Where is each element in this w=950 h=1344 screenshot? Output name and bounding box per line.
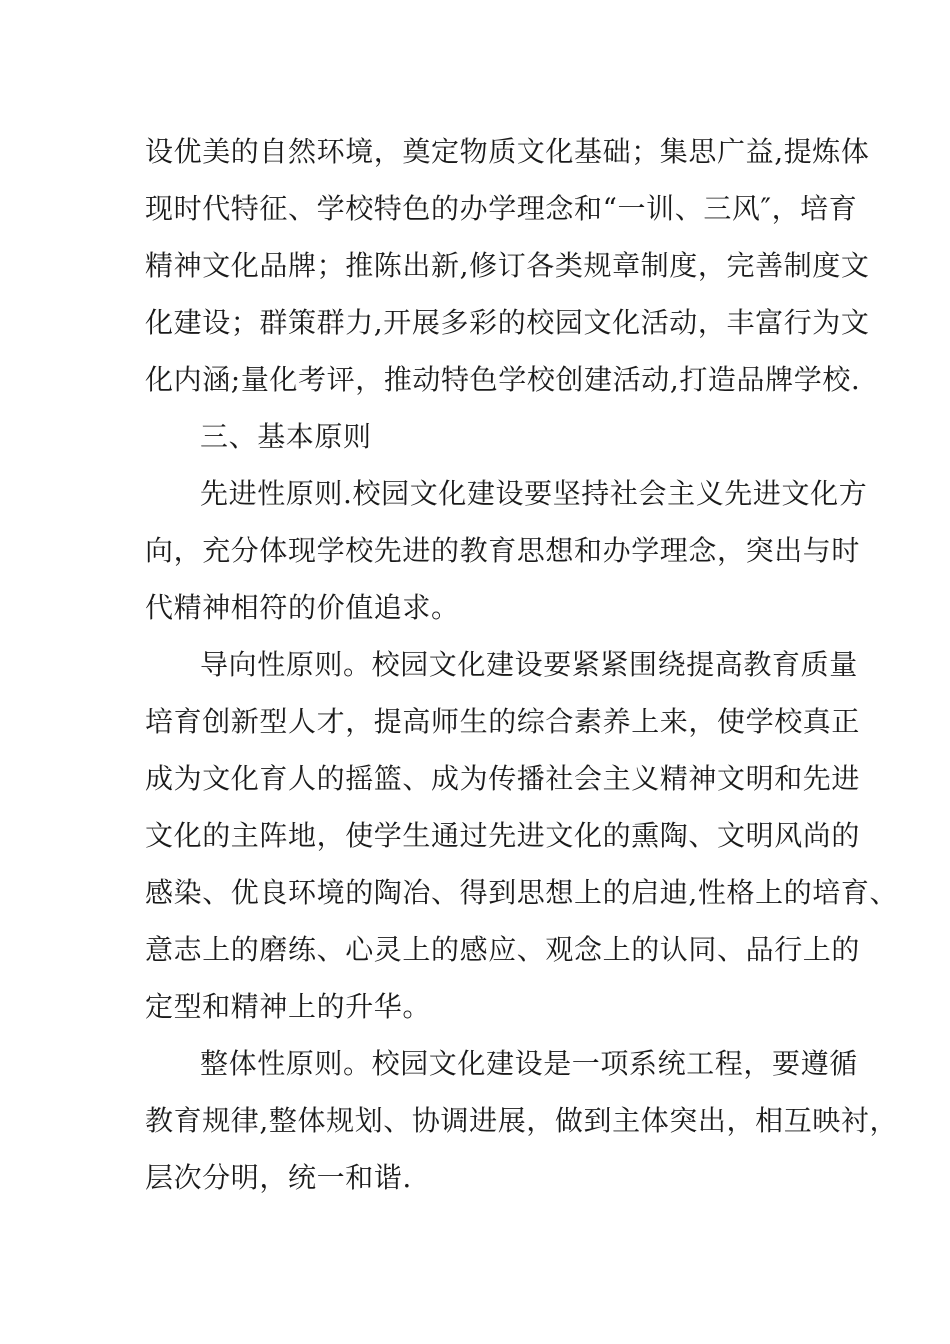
paragraph-first-line: 导向性原则。校园文化建设要紧紧围绕提高教育质量 — [200, 648, 858, 681]
text-line: 设优美的自然环境，奠定物质文化基础；集思广益,提炼体 — [145, 135, 870, 168]
text-line: 文化的主阵地，使学生通过先进文化的熏陶、文明风尚的 — [145, 819, 861, 852]
text-line: 向，充分体现学校先进的教育思想和办学理念，突出与时 — [145, 534, 861, 567]
text-line: 现时代特征、学校特色的办学理念和“一训、三风″，培育 — [145, 192, 858, 225]
text-line: 培育创新型人才，提高师生的综合素养上来，使学校真正 — [145, 705, 861, 738]
text-line: 定型和精神上的升华。 — [145, 990, 432, 1023]
text-line: 精神文化品牌；推陈出新,修订各类规章制度，完善制度文 — [145, 249, 870, 282]
text-line: 层次分明，统一和谐. — [145, 1161, 412, 1194]
paragraph-first-line: 先进性原则.校园文化建设要坚持社会主义先进文化方 — [200, 477, 868, 510]
text-line: 成为文化育人的摇篮、成为传播社会主义精神文明和先进 — [145, 762, 861, 795]
paragraph-first-line: 整体性原则。校园文化建设是一项系统工程，要遵循 — [200, 1047, 858, 1080]
text-line: 意志上的磨练、心灵上的感应、观念上的认同、品行上的 — [145, 933, 861, 966]
text-line: 化内涵;量化考评，推动特色学校创建活动,打造品牌学校. — [145, 363, 861, 396]
text-line: 代精神相符的价值追求。 — [145, 591, 460, 624]
text-line: 教育规律,整体规划、协调进展，做到主体突出，相互映衬， — [145, 1104, 899, 1137]
text-line: 化建设；群策群力,开展多彩的校园文化活动，丰富行为文 — [145, 306, 870, 339]
text-line: 感染、优良环境的陶冶、得到思想上的启迪,性格上的培育、 — [145, 876, 899, 909]
section-heading: 三、基本原则 — [200, 420, 372, 453]
